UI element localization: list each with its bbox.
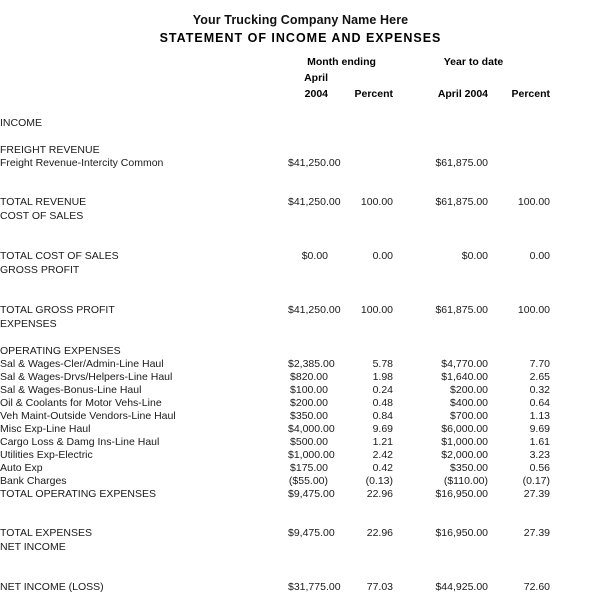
row-percent-month (330, 144, 395, 157)
statement-row (0, 397, 601, 410)
row-amount-ytd (395, 555, 490, 568)
row-right-pad (552, 540, 601, 555)
statement-row (0, 345, 601, 358)
row-percent-month: 5.78 (372, 358, 394, 370)
row-label: Cargo Loss & Damg Ins-Line Haul (0, 436, 160, 448)
row-amount-ytd: $1,000.00 (441, 436, 489, 448)
row-percent-month (330, 116, 395, 131)
row-percent-month (330, 209, 395, 224)
row-amount-ytd (395, 514, 490, 527)
statement-row (0, 449, 601, 462)
row-percent-ytd (490, 332, 552, 345)
row-amount-ytd (395, 263, 490, 278)
row-percent-ytd: 0.64 (529, 397, 551, 409)
row-percent-month (330, 170, 395, 183)
row-label: FREIGHT REVENUE (0, 144, 100, 156)
row-percent-ytd (490, 540, 552, 555)
row-label (0, 514, 288, 527)
row-amount-ytd (395, 237, 490, 250)
row-amount-month (288, 116, 330, 131)
row-amount-ytd: $44,925.00 (435, 581, 489, 593)
statement-row (0, 317, 601, 332)
statement-row (0, 475, 601, 488)
row-right-pad (552, 475, 601, 488)
row-label (0, 278, 288, 291)
row-amount-ytd: $61,875.00 (435, 196, 489, 208)
spacer-row (0, 170, 601, 183)
row-right-pad (552, 250, 601, 263)
spacer-row (0, 291, 601, 304)
row-amount-month: $4,000.00 (288, 423, 335, 435)
row-right-pad (552, 209, 601, 224)
row-percent-month: 22.96 (366, 488, 394, 500)
row-percent-ytd: 3.23 (529, 449, 551, 461)
spacer-row (0, 568, 601, 581)
statement-row (0, 384, 601, 397)
row-right-pad (552, 514, 601, 527)
row-amount-ytd (395, 317, 490, 332)
row-percent-ytd: 72.60 (523, 581, 551, 593)
statement-row (0, 436, 601, 449)
row-amount-ytd: $61,875.00 (435, 157, 489, 169)
column-header-ytd-period: April 2004 (437, 88, 489, 100)
row-right-pad (552, 527, 601, 540)
column-header-ytd-percent: Percent (511, 88, 551, 100)
row-percent-month: 1.98 (372, 371, 394, 383)
row-amount-month (288, 317, 330, 332)
row-right-pad (552, 345, 601, 358)
row-right-pad (552, 332, 601, 345)
row-label: Misc Exp-Line Haul (0, 423, 91, 435)
row-percent-month (330, 555, 395, 568)
row-percent-month: 100.00 (360, 304, 394, 316)
row-percent-month (330, 237, 395, 250)
row-label (0, 183, 288, 196)
row-percent-ytd (490, 345, 552, 358)
row-label: TOTAL GROSS PROFIT (0, 304, 115, 316)
row-percent-ytd: 0.32 (529, 384, 551, 396)
row-percent-ytd (490, 209, 552, 224)
column-subheader-row (0, 70, 601, 102)
row-percent-ytd (490, 170, 552, 183)
row-percent-month: (0.13) (365, 475, 394, 487)
row-amount-ytd: $700.00 (450, 410, 489, 422)
row-amount-month (288, 183, 330, 196)
column-group-month-ending: Month ending (307, 56, 376, 68)
row-label: GROSS PROFIT (0, 264, 80, 276)
row-amount-ytd: $4,770.00 (441, 358, 489, 370)
row-label: Freight Revenue-Intercity Common (0, 157, 164, 169)
row-percent-month (330, 263, 395, 278)
row-label: TOTAL REVENUE (0, 196, 87, 208)
row-percent-ytd (490, 263, 552, 278)
row-percent-month (330, 131, 395, 144)
row-percent-month (330, 183, 395, 196)
statement-row (0, 144, 601, 157)
row-percent-ytd: 1.61 (529, 436, 551, 448)
row-amount-month (288, 540, 330, 555)
row-amount-month (288, 170, 330, 183)
row-label: Oil & Coolants for Motor Vehs-Line (0, 397, 162, 409)
row-amount-ytd: $16,950.00 (435, 488, 489, 500)
row-amount-month (288, 291, 330, 304)
row-amount-ytd: $400.00 (450, 397, 489, 409)
row-right-pad (552, 371, 601, 384)
row-percent-month (330, 568, 395, 581)
row-amount-ytd (395, 224, 490, 237)
row-label (0, 501, 288, 514)
row-amount-month (288, 555, 330, 568)
row-label: INCOME (0, 117, 42, 129)
spacer-row (0, 514, 601, 527)
row-amount-month (288, 345, 330, 358)
row-label (0, 555, 288, 568)
row-right-pad (552, 358, 601, 371)
row-right-pad (552, 568, 601, 581)
row-percent-month (330, 345, 395, 358)
column-group-year-to-date: Year to date (443, 56, 504, 68)
row-percent-ytd (490, 501, 552, 514)
row-percent-ytd: 100.00 (517, 196, 551, 208)
row-label (0, 131, 288, 144)
row-amount-ytd (395, 278, 490, 291)
row-label: OPERATING EXPENSES (0, 345, 121, 357)
row-amount-month: $500.00 (290, 436, 328, 448)
row-amount-month: $2,385.00 (288, 358, 335, 370)
statement-row (0, 304, 601, 317)
row-label (0, 568, 288, 581)
row-label: Sal & Wages-Bonus-Line Haul (0, 384, 142, 396)
row-amount-month: $1,000.00 (288, 449, 335, 461)
row-percent-month: 0.24 (372, 384, 394, 396)
row-percent-month: 0.00 (372, 250, 394, 262)
row-amount-ytd (395, 540, 490, 555)
row-right-pad (552, 581, 601, 594)
row-amount-month (288, 278, 330, 291)
row-percent-month (330, 317, 395, 332)
row-amount-ytd (395, 209, 490, 224)
row-label: TOTAL EXPENSES (0, 527, 93, 539)
row-percent-ytd (490, 157, 552, 170)
row-percent-ytd: 27.39 (523, 527, 551, 539)
row-percent-ytd (490, 131, 552, 144)
row-amount-month: ($55.00) (288, 475, 328, 487)
row-percent-ytd (490, 317, 552, 332)
row-percent-ytd (490, 278, 552, 291)
row-amount-month: $820.00 (290, 371, 328, 383)
row-percent-ytd: 2.65 (529, 371, 551, 383)
row-amount-month: $41,250.00 (288, 196, 341, 208)
row-amount-month (288, 209, 330, 224)
row-percent-month (330, 224, 395, 237)
row-amount-ytd (395, 131, 490, 144)
row-amount-month: $200.00 (290, 397, 328, 409)
row-label: COST OF SALES (0, 210, 84, 222)
row-percent-ytd (490, 183, 552, 196)
row-label: Veh Maint-Outside Vendors-Line Haul (0, 410, 176, 422)
group-header-pad (552, 54, 601, 70)
row-percent-month (330, 501, 395, 514)
subheader-pad (552, 70, 601, 102)
row-amount-ytd (395, 183, 490, 196)
row-label (0, 170, 288, 183)
row-amount-ytd (395, 116, 490, 131)
row-amount-month: $175.00 (290, 462, 328, 474)
income-statement-table (0, 54, 601, 594)
statement-row (0, 371, 601, 384)
spacer-row (0, 131, 601, 144)
row-amount-ytd: $0.00 (461, 250, 489, 262)
row-percent-ytd (490, 568, 552, 581)
row-amount-ytd: $200.00 (450, 384, 489, 396)
header-spacer-row (0, 102, 601, 116)
row-percent-month (330, 540, 395, 555)
row-right-pad (552, 488, 601, 501)
row-amount-month (288, 501, 330, 514)
spacer-row (0, 237, 601, 250)
row-right-pad (552, 449, 601, 462)
table-body (0, 116, 601, 594)
row-percent-ytd (490, 514, 552, 527)
company-name: Your Trucking Company Name Here (192, 13, 409, 27)
statement-title: STATEMENT OF INCOME AND EXPENSES (159, 31, 442, 45)
row-percent-ytd: 1.13 (529, 410, 551, 422)
row-percent-month (330, 291, 395, 304)
row-right-pad (552, 397, 601, 410)
spacer-row (0, 501, 601, 514)
row-right-pad (552, 317, 601, 332)
spacer-row (0, 332, 601, 345)
row-amount-ytd: $16,950.00 (435, 527, 489, 539)
spacer-row (0, 224, 601, 237)
row-right-pad (552, 291, 601, 304)
row-amount-ytd: ($110.00) (443, 475, 489, 487)
row-right-pad (552, 278, 601, 291)
row-right-pad (552, 501, 601, 514)
row-label: Utilities Exp-Electric (0, 449, 93, 461)
row-percent-ytd: 27.39 (523, 488, 551, 500)
row-label: Sal & Wages-Cler/Admin-Line Haul (0, 358, 164, 370)
row-amount-ytd (395, 144, 490, 157)
row-right-pad (552, 384, 601, 397)
row-amount-ytd (395, 568, 490, 581)
row-right-pad (552, 555, 601, 568)
row-percent-month: 22.96 (366, 527, 394, 539)
row-amount-month: $41,250.00 (288, 157, 341, 169)
row-right-pad (552, 410, 601, 423)
row-percent-ytd (490, 291, 552, 304)
statement-row (0, 488, 601, 501)
row-right-pad (552, 183, 601, 196)
row-right-pad (552, 423, 601, 436)
row-label: Bank Charges (0, 475, 67, 487)
row-amount-ytd (395, 170, 490, 183)
column-header-month-percent: Percent (354, 88, 394, 100)
row-right-pad (552, 462, 601, 475)
row-label (0, 291, 288, 304)
statement-row (0, 250, 601, 263)
row-right-pad (552, 237, 601, 250)
row-percent-month (330, 332, 395, 345)
row-percent-month: 100.00 (360, 196, 394, 208)
row-amount-month (288, 263, 330, 278)
row-percent-ytd: 9.69 (529, 423, 551, 435)
statement-row (0, 462, 601, 475)
row-amount-month: $31,775.00 (288, 581, 341, 593)
row-right-pad (552, 116, 601, 131)
statement-row (0, 196, 601, 209)
row-percent-month: 9.69 (372, 423, 394, 435)
row-percent-ytd: 0.56 (529, 462, 551, 474)
row-percent-ytd (490, 144, 552, 157)
title-block (0, 0, 601, 47)
row-percent-month: 0.84 (372, 410, 394, 422)
row-label: NET INCOME (0, 541, 66, 553)
row-label: Auto Exp (0, 462, 43, 474)
row-right-pad (552, 304, 601, 317)
row-right-pad (552, 131, 601, 144)
row-percent-ytd (490, 224, 552, 237)
row-label: NET INCOME (LOSS) (0, 581, 104, 593)
row-right-pad (552, 263, 601, 278)
column-group-header-row (0, 54, 601, 70)
row-amount-ytd: $350.00 (450, 462, 489, 474)
table-header (0, 54, 601, 116)
row-amount-month (288, 224, 330, 237)
row-percent-month: 0.48 (372, 397, 394, 409)
row-amount-ytd: $61,875.00 (435, 304, 489, 316)
row-percent-ytd (490, 555, 552, 568)
row-percent-month: 2.42 (372, 449, 394, 461)
row-label (0, 224, 288, 237)
row-right-pad (552, 196, 601, 209)
row-amount-month (288, 144, 330, 157)
row-right-pad (552, 224, 601, 237)
row-amount-month (288, 131, 330, 144)
spacer-row (0, 183, 601, 196)
row-label: TOTAL OPERATING EXPENSES (0, 488, 156, 500)
row-percent-ytd: (0.17) (522, 475, 551, 487)
row-amount-ytd (395, 345, 490, 358)
row-amount-month (288, 332, 330, 345)
row-amount-month (288, 237, 330, 250)
row-label: EXPENSES (0, 318, 57, 330)
row-amount-month: $9,475.00 (288, 527, 335, 539)
spacer-row (0, 555, 601, 568)
statement-row (0, 358, 601, 371)
spacer-row (0, 278, 601, 291)
row-percent-month (330, 278, 395, 291)
row-label (0, 237, 288, 250)
row-right-pad (552, 157, 601, 170)
row-label: Sal & Wages-Drvs/Helpers-Line Haul (0, 371, 173, 383)
row-amount-ytd: $2,000.00 (441, 449, 489, 461)
statement-row (0, 581, 601, 594)
statement-row (0, 410, 601, 423)
row-amount-ytd (395, 501, 490, 514)
subheader-spacer (0, 70, 288, 102)
row-amount-ytd (395, 291, 490, 304)
row-amount-ytd (395, 332, 490, 345)
row-percent-ytd: 0.00 (529, 250, 551, 262)
statement-row (0, 263, 601, 278)
row-percent-month (330, 514, 395, 527)
row-amount-month (288, 514, 330, 527)
row-right-pad (552, 144, 601, 157)
row-right-pad (552, 170, 601, 183)
row-percent-ytd (490, 237, 552, 250)
row-right-pad (552, 436, 601, 449)
row-amount-month: $9,475.00 (288, 488, 335, 500)
row-percent-ytd (490, 116, 552, 131)
statement-row (0, 540, 601, 555)
row-amount-ytd: $1,640.00 (441, 371, 489, 383)
row-percent-ytd: 7.70 (529, 358, 551, 370)
row-percent-month: 1.21 (372, 436, 394, 448)
row-amount-month: $41,250.00 (288, 304, 341, 316)
row-percent-ytd: 100.00 (517, 304, 551, 316)
row-amount-ytd: $6,000.00 (441, 423, 489, 435)
row-amount-month: $100.00 (290, 384, 328, 396)
column-header-month-period: April 2004 (304, 72, 328, 100)
statement-row (0, 157, 601, 170)
statement-row (0, 209, 601, 224)
row-label (0, 332, 288, 345)
statement-row (0, 423, 601, 436)
row-percent-month: 0.42 (372, 462, 394, 474)
row-amount-month: $0.00 (301, 250, 328, 262)
row-amount-month: $350.00 (290, 410, 328, 422)
row-label: TOTAL COST OF SALES (0, 250, 119, 262)
group-header-spacer (0, 54, 288, 70)
row-percent-month: 77.03 (366, 581, 394, 593)
statement-row (0, 116, 601, 131)
row-amount-month (288, 568, 330, 581)
statement-row (0, 527, 601, 540)
